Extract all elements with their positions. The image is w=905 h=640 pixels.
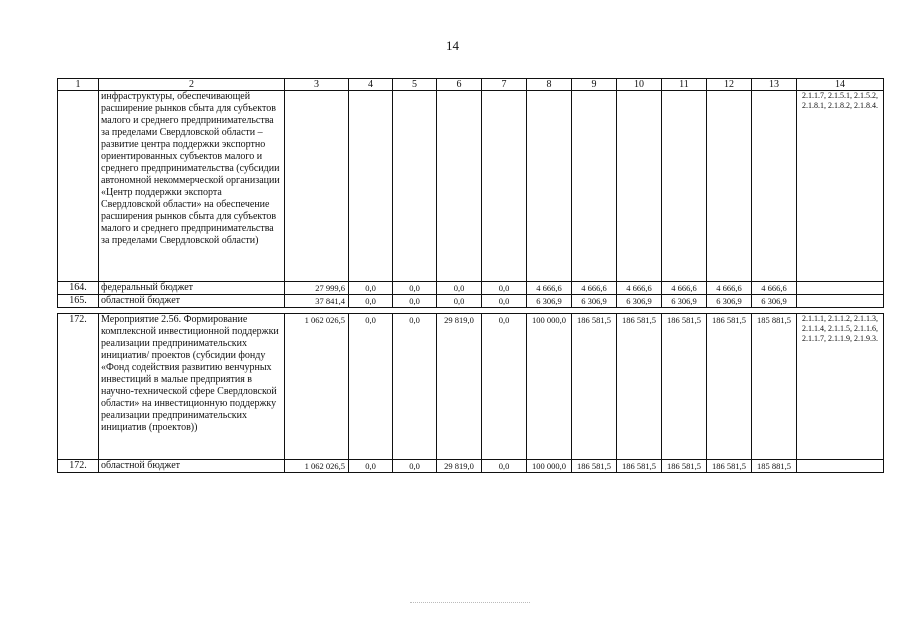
budget-label: областной бюджет [99,460,285,473]
column-header: 14 [797,79,884,91]
column-header: 7 [482,79,527,91]
target-refs: 2.1.1.7, 2.1.5.1, 2.1.5.2, 2.1.8.1, 2.1.8.2, 2.1.8.4. [797,91,884,282]
activity-description: инфраструктуры, обеспечивающей расширение рынков сбыта для субъектов малого и среднего предпринимательства за пределами Свердловской области – развитие центра поддержки экспортно ориентированных субъектов малого и среднего предпринимательства (субсидии автономной некоммерческой организации «Центр поддержки экспорта Свердловской области» на обеспечение расширения рынков сбыта для субъектов малого и среднего предпринимательства за пределами Свердловской области) [99,91,285,282]
value-cell: 186 581,5 [707,314,752,460]
value-cell: 4 666,6 [527,282,572,295]
page-number: 14 [446,38,459,53]
value-cell: 0,0 [437,282,482,295]
column-header: 10 [617,79,662,91]
value-cell: 0,0 [437,295,482,308]
value-cell: 6 306,9 [572,295,617,308]
row-number: 172. [58,460,99,473]
column-header: 8 [527,79,572,91]
column-header: 4 [349,79,393,91]
table-row [58,460,884,473]
value-cell: 0,0 [482,282,527,295]
row-number: 164. [58,282,99,295]
value-cell: 0,0 [482,295,527,308]
value-cell: 185 881,5 [752,460,797,473]
value-cell: 4 666,6 [662,282,707,295]
value-cell: 0,0 [349,460,393,473]
column-header: 6 [437,79,482,91]
value-cell: 6 306,9 [527,295,572,308]
value-cell: 186 581,5 [662,314,707,460]
value-cell: 0,0 [482,460,527,473]
value-cell: 186 581,5 [617,460,662,473]
value-cell: 0,0 [393,282,437,295]
scan-artifact [410,602,530,604]
value-cell: 4 666,6 [617,282,662,295]
value-cell: 6 306,9 [617,295,662,308]
value-cell: 0,0 [349,282,393,295]
value-cell: 186 581,5 [572,314,617,460]
value-cell: 27 999,6 [285,282,349,295]
table-row [58,282,884,295]
value-cell: 0,0 [393,295,437,308]
budget-table-top [57,78,884,308]
value-cell: 0,0 [349,314,393,460]
description-row [58,91,884,282]
column-header: 9 [572,79,617,91]
description-row [58,314,884,460]
activity-description: Мероприятие 2.56. Формирование комплексной инвестиционной поддержки реализации предпринимательских инициатив/ проектов (субсидии фонду «Фонд содействия развитию венчурных инвестиций в малые предприятия в научно-технической сфере Свердловской области» на инвестиционную поддержку реализации предпринимательских инициатив (проектов)) [99,314,285,460]
value-cell: 4 666,6 [572,282,617,295]
value-cell: 0,0 [393,314,437,460]
value-cell: 0,0 [482,314,527,460]
value-cell: 186 581,5 [572,460,617,473]
value-cell: 6 306,9 [752,295,797,308]
value-cell: 100 000,0 [527,460,572,473]
value-cell: 6 306,9 [707,295,752,308]
value-cell: 186 581,5 [617,314,662,460]
column-header: 1 [58,79,99,91]
table-row [58,295,884,308]
column-header-row [58,79,884,91]
value-cell: 1 062 026,5 [285,314,349,460]
value-cell: 4 666,6 [752,282,797,295]
row-number: 172. [58,314,99,460]
value-cell: 186 581,5 [662,460,707,473]
value-cell: 0,0 [349,295,393,308]
value-cell: 1 062 026,5 [285,460,349,473]
row-number-cell [58,91,99,282]
value-cell: 4 666,6 [707,282,752,295]
column-header: 11 [662,79,707,91]
column-header: 3 [285,79,349,91]
column-header: 2 [99,79,285,91]
budget-table-bottom [57,313,884,473]
value-cell: 185 881,5 [752,314,797,460]
column-header: 5 [393,79,437,91]
budget-label: федеральный бюджет [99,282,285,295]
budget-label: областной бюджет [99,295,285,308]
row-number: 165. [58,295,99,308]
column-header: 13 [752,79,797,91]
target-refs: 2.1.1.1, 2.1.1.2, 2.1.1.3, 2.1.1.4, 2.1.1.5, 2.1.1.6, 2.1.1.7, 2.1.1.9, 2.1.9.3. [797,314,884,460]
value-cell: 29 819,0 [437,314,482,460]
value-cell: 6 306,9 [662,295,707,308]
value-cell: 29 819,0 [437,460,482,473]
column-header: 12 [707,79,752,91]
value-cell: 100 000,0 [527,314,572,460]
value-cell: 37 841,4 [285,295,349,308]
value-cell: 186 581,5 [707,460,752,473]
value-cell: 0,0 [393,460,437,473]
